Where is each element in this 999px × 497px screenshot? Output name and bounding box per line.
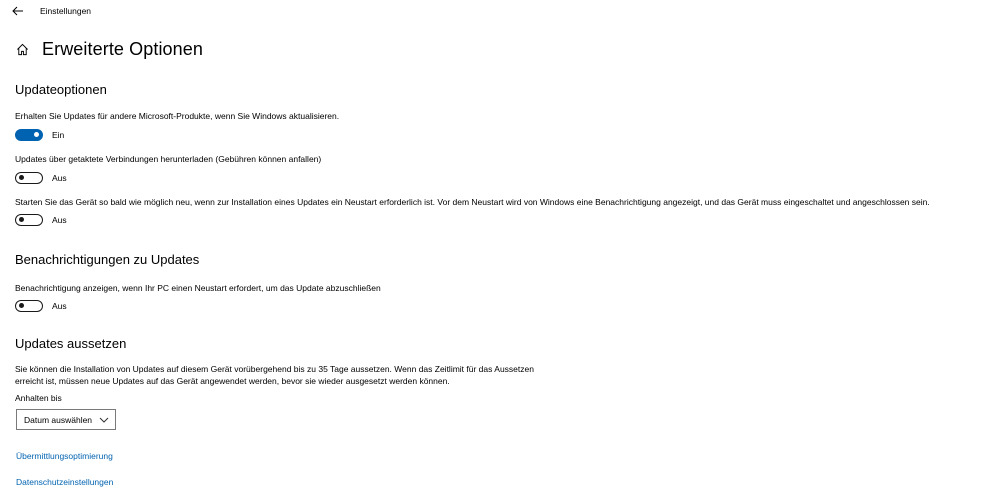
toggle-knob <box>19 303 24 308</box>
pause-description: Sie können die Installation von Updates auf diesem Gerät vorübergehend bis zu 35 Tage aussetzen. Wenn das Zeitlimit für das Aussetzen erreicht ist, müssen neue Updates auf das Gerät angewendet werden, bevor sie wieder ausgesetzt werden können. <box>15 364 534 386</box>
back-arrow-icon <box>12 6 24 16</box>
option-label-restart-asap: Starten Sie das Gerät so bald wie möglich neu, wenn zur Installation eines Updates ein Neustart erforderlich ist. Vor dem Neustart wird von Windows eine Benachrichtigung angezeigt, und das Gerät muss eingeschaltet und angeschlossen sein. <box>15 197 930 207</box>
delivery-optimization-link[interactable]: Übermittlungsoptimierung <box>16 451 113 461</box>
toggle-row-restart-asap <box>15 212 67 228</box>
pause-until-label: Anhalten bis <box>15 393 62 403</box>
toggle-restart-notification[interactable] <box>15 300 43 312</box>
section-heading-pause-updates: Updates aussetzen <box>15 336 127 351</box>
toggle-row-metered-connections <box>15 170 67 186</box>
option-label-metered-connections: Updates über getaktete Verbindungen herunterladen (Gebühren können anfallen) <box>15 154 322 164</box>
dropdown-selected-value: Datum auswählen <box>24 414 93 425</box>
toggle-knob <box>19 175 24 180</box>
toggle-knob <box>19 217 24 222</box>
toggle-state-restart-notification: Aus <box>52 301 67 311</box>
privacy-settings-link[interactable]: Datenschutzeinstellungen <box>16 477 114 487</box>
toggle-row-other-products <box>15 127 64 143</box>
section-heading-update-options: Updateoptionen <box>15 82 107 97</box>
toggle-knob <box>34 132 39 137</box>
pause-date-dropdown[interactable] <box>16 409 116 430</box>
back-button[interactable] <box>8 3 28 19</box>
page-title: Erweiterte Optionen <box>42 38 203 59</box>
section-heading-notifications: Benachrichtigungen zu Updates <box>15 252 200 267</box>
home-icon <box>16 43 29 56</box>
toggle-row-restart-notification <box>15 298 67 314</box>
toggle-state-other-products: Ein <box>52 130 65 140</box>
window-title: Einstellungen <box>40 6 92 16</box>
toggle-metered-connections[interactable] <box>15 172 43 184</box>
chevron-down-icon <box>99 415 109 425</box>
home-button[interactable] <box>14 41 30 57</box>
option-label-restart-notification: Benachrichtigung anzeigen, wenn Ihr PC einen Neustart erfordert, um das Update abzuschließen <box>15 283 381 293</box>
toggle-state-metered-connections: Aus <box>52 173 67 183</box>
toggle-state-restart-asap: Aus <box>52 215 67 225</box>
toggle-other-products[interactable] <box>15 129 43 141</box>
option-label-other-products: Erhalten Sie Updates für andere Microsoft-Produkte, wenn Sie Windows aktualisieren. <box>15 111 340 121</box>
toggle-restart-asap[interactable] <box>15 214 43 226</box>
page-header <box>14 36 203 62</box>
title-bar <box>0 0 999 24</box>
